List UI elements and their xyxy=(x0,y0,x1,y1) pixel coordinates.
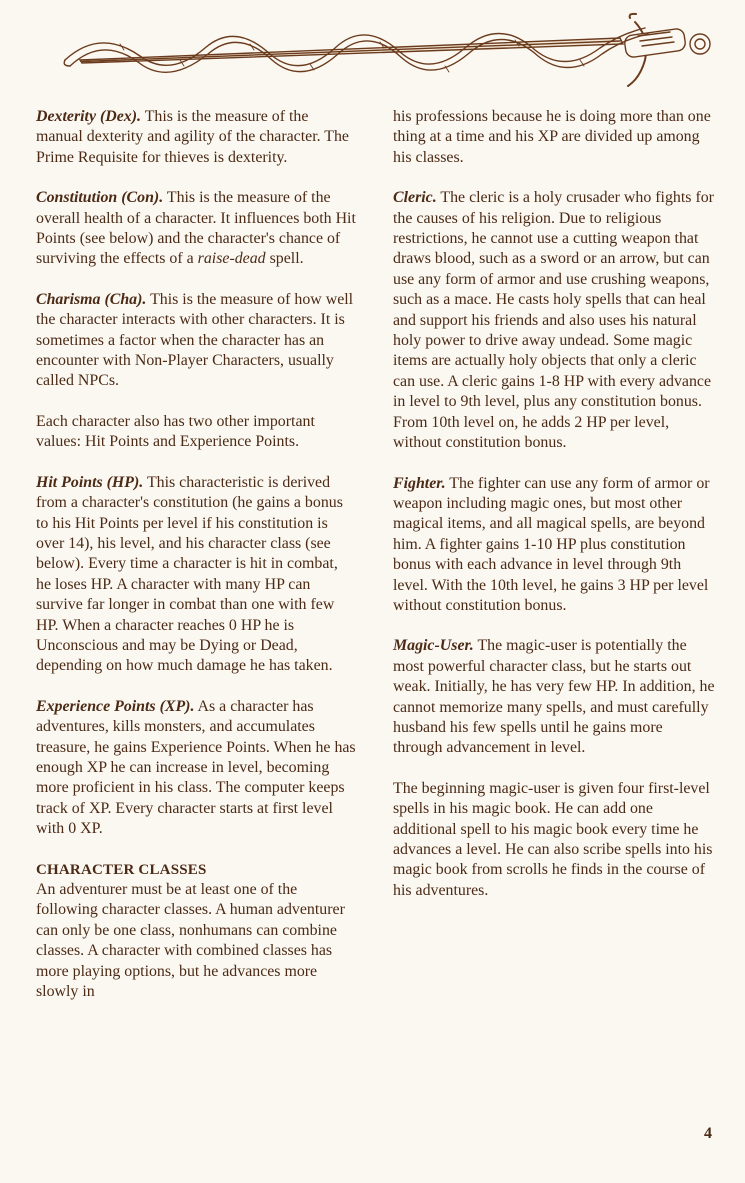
cleric-term: Cleric. xyxy=(393,189,437,207)
magic-user-term: Magic-User. xyxy=(393,637,474,655)
dexterity-term: Dexterity (Dex). xyxy=(36,108,142,125)
page-number: 4 xyxy=(704,1125,712,1142)
fighter-term: Fighter. xyxy=(393,474,446,492)
character-classes-heading: CHARACTER CLASSES xyxy=(36,861,207,878)
experience-points-term: Experience Points (XP). xyxy=(36,697,195,715)
magic-book-paragraph: The beginning magic-user is given four first-level spells in his magic book. He can add one additional spell to his magic book every time he advances a level. He can also scribe spells into his magic book from scrolls he finds in the course of his adventures. xyxy=(393,779,713,899)
hit-points-paragraph xyxy=(36,473,356,677)
dexterity-text: This is the measure of the manual dexterity and agility of the character. The Prime Requisite for thieves is dexterity. xyxy=(36,108,349,166)
charisma-text: This is the measure of how well the character interacts with other characters. It is sometimes a factor when the character has an encounter with Non-Player Characters, usually called NPCs. xyxy=(36,290,354,390)
constitution-term: Constitution (Con). xyxy=(36,189,164,207)
raise-dead-term: raise-dead xyxy=(197,250,266,268)
fighter-text: The fighter can use any form of armor or weapon including magic ones, but most other magical items, and all magical spells, are beyond him. A fighter gains 1-10 HP plus constitution bonus with each advance in level through 9th level. With the 10th level, he gains 3 HP per level without constitution bonus. xyxy=(393,474,710,614)
other-values-paragraph: Each character also has two other important values: Hit Points and Experience Points. xyxy=(36,412,315,451)
charisma-paragraph xyxy=(36,290,356,392)
magic-user-text: The magic-user is potentially the most powerful character class, but he starts out weak. Initially, he has very few HP. In addition, he cannot memorize many spells, and must carefully husband his few spells until he gains more through advancement in level. xyxy=(393,637,715,757)
constitution-text-end: spell. xyxy=(265,250,304,268)
character-classes-section xyxy=(36,860,356,1003)
charisma-term: Charisma (Cha). xyxy=(36,290,147,308)
hit-points-text: This characteristic is derived from a character's constitution (he gains a bonus to his Hit Points per level if his constitution is over 14), his level, and his character class (see below). Every time a character is hit in combat, he loses HP. A character with many HP can survive far longer in combat than one with few HP. When a character reaches 0 HP he is Unconscious and may be Dying or Dead, depending on how much damage he has taken. xyxy=(36,473,343,675)
constitution-paragraph xyxy=(36,188,356,270)
hit-points-term: Hit Points (HP). xyxy=(36,473,144,491)
character-classes-text: An adventurer must be at least one of the following character classes. A human adventurer can only be one class, nonhumans can combine classes. A character with combined classes has more playing options, but he advances more slowly in xyxy=(36,881,345,1001)
dexterity-paragraph xyxy=(36,107,356,168)
left-column xyxy=(36,107,356,1022)
cleric-paragraph xyxy=(393,188,715,453)
experience-points-paragraph xyxy=(36,697,356,840)
constitution-text: This is the measure of the overall health of a character. It influences both Hit Points (see below) and the character's chance of surviving the effects of a xyxy=(36,189,356,268)
sword-scroll-banner-icon xyxy=(60,8,725,98)
continuation-paragraph: his professions because he is doing more than one thing at a time and his XP are divided up among his classes. xyxy=(393,108,711,166)
experience-points-text: As a character has adventures, kills monsters, and accumulates treasure, he gains Experience Points. When he has enough XP he can increase in level, becoming more proficient in his class. The computer keeps track of XP. Every character starts at first level with 0 XP. xyxy=(36,697,356,838)
fighter-paragraph xyxy=(393,474,715,617)
right-column xyxy=(393,107,715,921)
cleric-text: The cleric is a holy crusader who fights for the causes of his religion. Due to religious restrictions, he cannot use a cutting weapon that draws blood, such as a sword or an arrow, but can use any form of armor and use crushing weapons, such as a mace. He casts holy spells that can heal and support his friends and also uses his natural holy power to drive away undead. Some magic items are actually holy objects that only a cleric can use. A cleric gains 1-8 HP with every advance in level to 9th level, plus any constitution bonus. From 10th level on, he adds 2 HP per level, without constitution bonus. xyxy=(393,189,714,452)
magic-user-paragraph xyxy=(393,636,715,758)
